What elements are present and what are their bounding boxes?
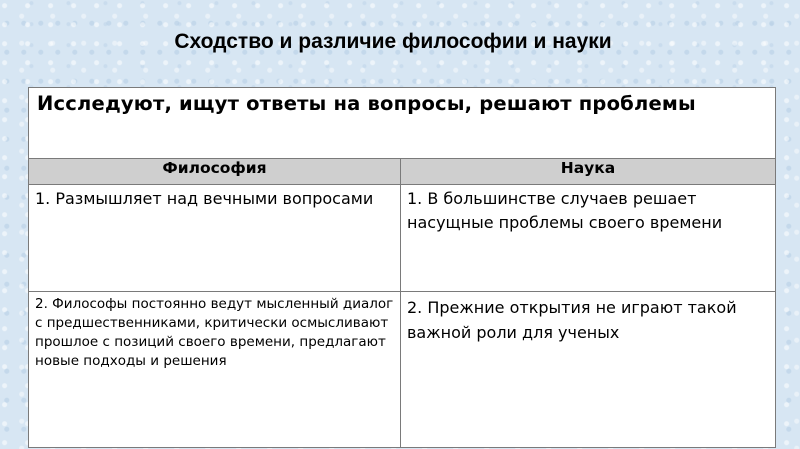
table-row: [29, 292, 776, 448]
philosophy-cell: 1. Размышляет над вечными вопросами: [29, 185, 401, 292]
philosophy-cell: 2. Философы постоянно ведут мысленный диалог с предшественниками, критически осмысливают прошлое с позиций своего времени, предлагают новые подходы и решения: [29, 292, 401, 448]
common-row: [29, 88, 776, 159]
column-header-row: [29, 159, 776, 185]
column-header-science: Наука: [401, 159, 776, 185]
science-cell: 1. В большинстве случаев решает насущные проблемы своего времени: [401, 185, 776, 292]
comparison-table: [28, 87, 776, 448]
common-cell: Исследуют, ищут ответы на вопросы, решают проблемы: [29, 88, 776, 159]
table-row: [29, 185, 776, 292]
slide-title: Сходство и различие философии и науки: [174, 30, 612, 53]
science-cell: 2. Прежние открытия не играют такой важной роли для ученых: [401, 292, 776, 448]
column-header-philosophy: Философия: [29, 159, 401, 185]
